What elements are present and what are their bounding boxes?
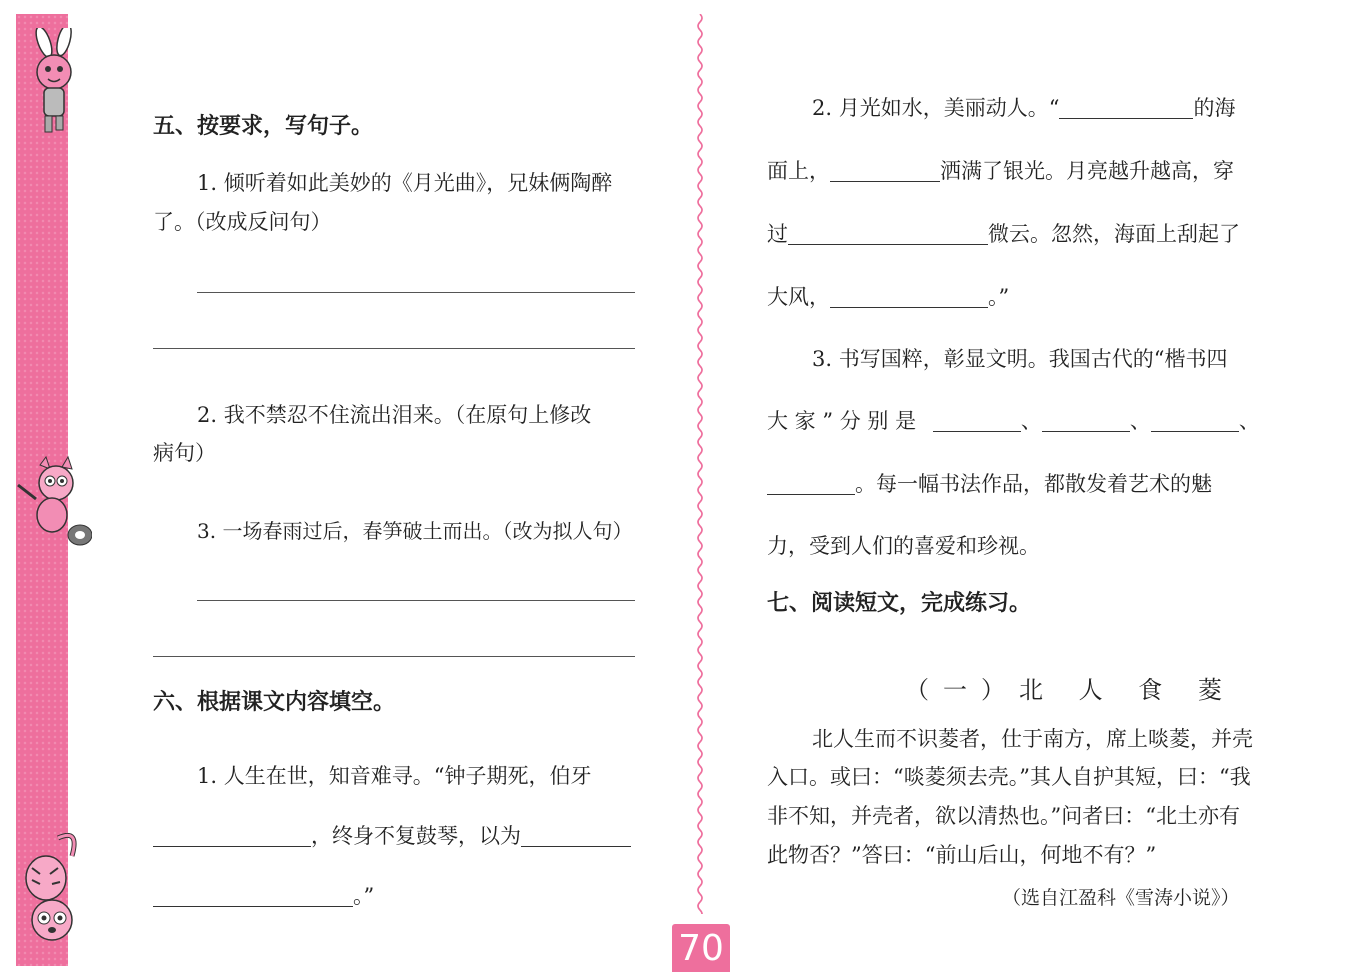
section-5-heading: 五、按要求，写句子。: [153, 114, 374, 139]
fill-blank[interactable]: [521, 828, 631, 847]
q3-line4: 力，受到人们的喜爱和珍视。: [767, 534, 1040, 558]
page-number: 70: [672, 924, 730, 972]
sec5-q1-line2: 了。（改成反问句）: [153, 210, 332, 234]
passage-title: （一）北 人 食 菱: [905, 676, 1236, 704]
q2-line1: 2. 月光如水，美丽动人。“ 的海: [812, 96, 1236, 120]
q2-line2: 面上， 洒满了银光。月亮越升越高，穿: [767, 159, 1234, 183]
fill-blank[interactable]: [830, 289, 988, 308]
q3-line1: 3. 书写国粹，彰显文明。我国古代的“楷书四: [812, 347, 1228, 371]
fill-blank[interactable]: [788, 226, 988, 245]
q2-line4: 大风， 。”: [767, 285, 1010, 309]
fill-blank[interactable]: [933, 413, 1021, 432]
fill-blank[interactable]: [153, 828, 311, 847]
passage-line: 入口。或曰：“啖菱须去壳。”其人自护其短，曰：“我: [767, 765, 1251, 789]
sec6-q1-line2: ，终身不复鼓琴，以为: [153, 826, 631, 847]
answer-line[interactable]: [153, 656, 635, 657]
q2-line3: 过 微云。忽然，海面上刮起了: [767, 222, 1240, 246]
answer-line[interactable]: [197, 600, 635, 601]
fill-blank[interactable]: [1042, 413, 1130, 432]
sec5-q1-line1: 1. 倾听着如此美妙的《月光曲》，兄妹俩陶醉: [197, 171, 613, 195]
q3-line3: 。每一幅书法作品，都散发着艺术的魅: [767, 474, 1212, 495]
answer-line[interactable]: [153, 348, 635, 349]
fill-blank[interactable]: [830, 163, 940, 182]
section-7-heading: 七、阅读短文，完成练习。: [767, 591, 1032, 616]
tiger-cartoon-icon: [10, 828, 90, 958]
sec5-q2-line2: 病句）: [153, 441, 216, 465]
sec6-q1-line3: 。”: [153, 886, 374, 907]
passage-line: 非不知，并壳者，欲以清热也。”问者曰：“北土亦有: [767, 804, 1240, 828]
section-6-heading: 六、根据课文内容填空。: [153, 690, 396, 715]
rabbit-cartoon-icon: [14, 28, 94, 140]
fill-blank[interactable]: [1059, 100, 1193, 119]
sec5-q3-line1: 3. 一场春雨过后，春笋破土而出。（改为拟人句）: [197, 519, 633, 543]
passage-line: 此物否？”答曰：“前山后山，何地不有？”: [767, 843, 1157, 867]
passage-source: （选自江盈科《雪涛小说》）: [1002, 887, 1240, 909]
center-wavy-divider: [696, 14, 704, 914]
fill-blank[interactable]: [153, 888, 353, 907]
passage-line: 北人生而不识菱者，仕于南方，席上啖菱，并壳: [812, 727, 1253, 751]
answer-line[interactable]: [197, 292, 635, 293]
q3-line2: 大 家 ” 分 别 是 、 、 、: [767, 409, 1260, 433]
sec5-q2-line1: 2. 我不禁忍不住流出泪来。（在原句上修改: [197, 403, 592, 427]
raccoon-cartoon-icon: [14, 455, 92, 550]
fill-blank[interactable]: [767, 476, 855, 495]
sec6-q1-line1: 1. 人生在世，知音难寻。“钟子期死，伯牙: [197, 764, 592, 788]
fill-blank[interactable]: [1151, 413, 1239, 432]
